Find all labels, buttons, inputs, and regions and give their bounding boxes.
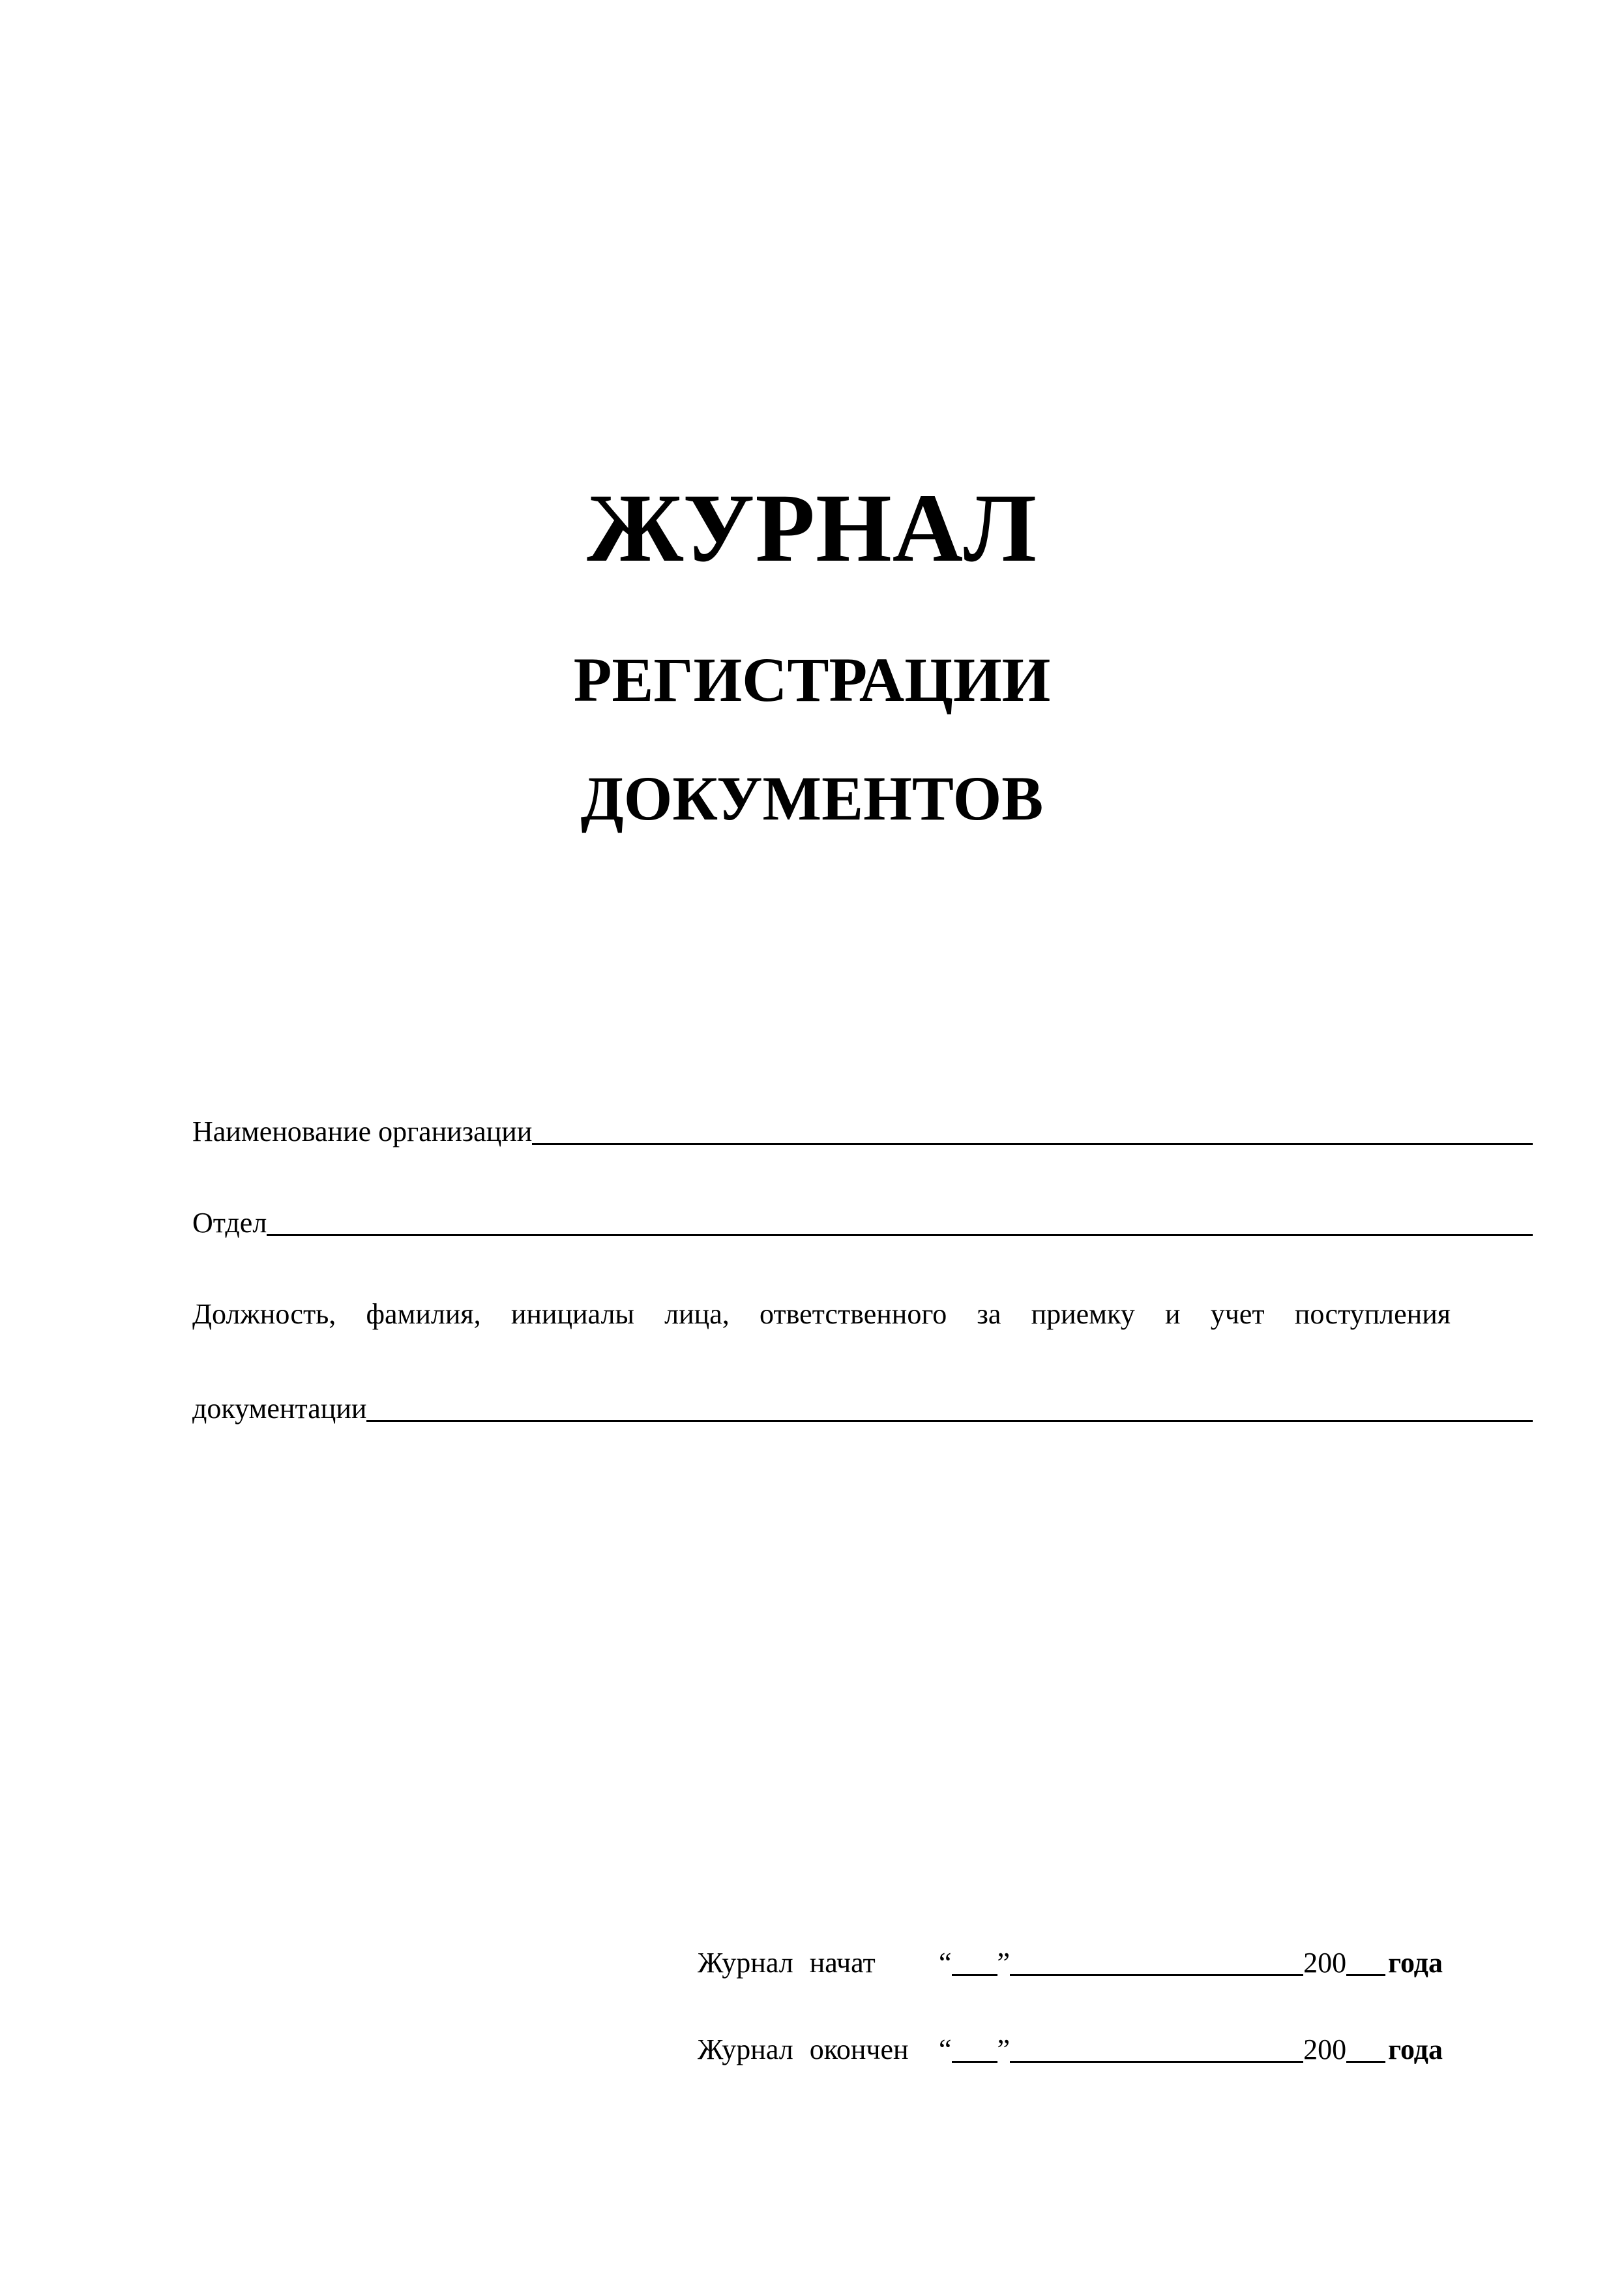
organization-line[interactable]: [532, 1118, 1533, 1145]
start-month-blank[interactable]: [1010, 1949, 1303, 1976]
caption-word: поступления: [1294, 1298, 1451, 1330]
open-quote: “: [939, 1947, 952, 1979]
title-line-3: ДОКУМЕНТОВ: [580, 763, 1044, 833]
start-year-suffix: года: [1388, 1947, 1443, 1979]
journal-started-label: Журнал начат: [698, 1947, 876, 1979]
caption-word: учет: [1210, 1298, 1265, 1330]
documentation-line[interactable]: [366, 1395, 1533, 1422]
caption-word: ответственного: [759, 1298, 947, 1330]
open-quote: “: [939, 2033, 952, 2065]
end-year-blank[interactable]: [1346, 2036, 1385, 2063]
caption-word: инициалы: [510, 1298, 634, 1330]
start-day-blank[interactable]: [952, 1949, 997, 1976]
department-label: Отдел: [192, 1207, 267, 1239]
caption-word: лица,: [664, 1298, 730, 1330]
end-month-blank[interactable]: [1010, 2036, 1303, 2063]
title-main: ЖУРНАЛ: [587, 474, 1037, 582]
end-year-prefix: 200: [1303, 2033, 1347, 2065]
responsible-person-caption: [192, 1297, 1451, 1331]
organization-field[interactable]: [192, 1115, 1533, 1149]
start-year-blank[interactable]: [1346, 1949, 1385, 1976]
documentation-label: документации: [192, 1393, 367, 1425]
end-day-blank[interactable]: [952, 2036, 997, 2063]
responsible-person-label: [192, 1297, 1451, 1331]
documentation-field[interactable]: [192, 1392, 1533, 1426]
caption-word: за: [977, 1298, 1001, 1330]
caption-word: и: [1164, 1298, 1181, 1330]
caption-word: фамилия,: [366, 1298, 481, 1330]
close-quote: ”: [997, 1947, 1011, 1979]
journal-ended-label: Журнал окончен: [698, 2033, 909, 2065]
journal-started-row: [698, 1946, 1443, 1980]
organization-label: Наименование организации: [192, 1116, 533, 1147]
journal-ended-row: [698, 2033, 1443, 2067]
department-field[interactable]: [192, 1206, 1533, 1240]
caption-word: Должность,: [192, 1298, 336, 1330]
end-year-suffix: года: [1388, 2033, 1443, 2065]
department-line[interactable]: [267, 1209, 1533, 1236]
close-quote: ”: [997, 2033, 1011, 2065]
start-year-prefix: 200: [1303, 1947, 1347, 1979]
title-line-2: РЕГИСТРАЦИИ: [573, 645, 1051, 715]
caption-word: приемку: [1031, 1298, 1135, 1330]
